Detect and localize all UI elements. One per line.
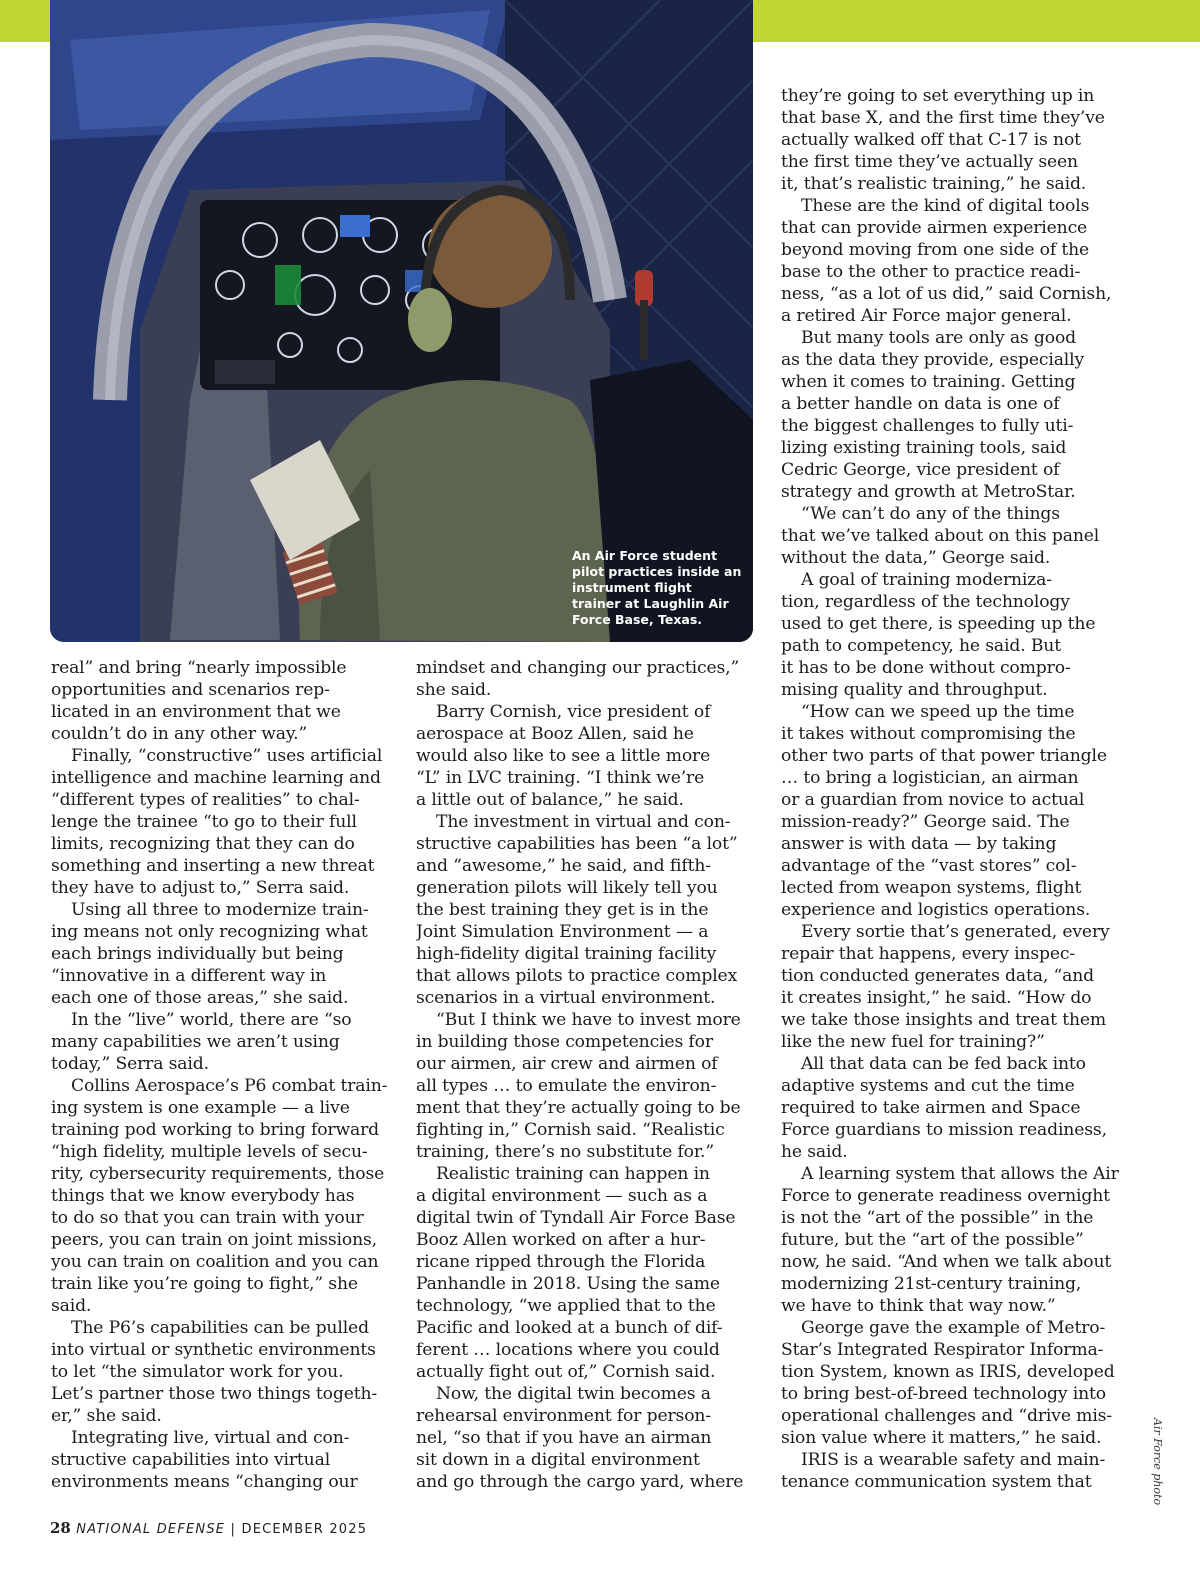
text-line: tion conducted generates data, “and: [781, 966, 1094, 986]
article-column-2: [416, 657, 743, 1493]
cockpit-photo: [50, 0, 753, 642]
text-line: A learning system that allows the Air: [801, 1164, 1119, 1184]
text-line: IRIS is a wearable safety and main-: [801, 1450, 1106, 1470]
article-column-1: [51, 657, 387, 1493]
text-line: that allows pilots to practice complex: [416, 966, 738, 986]
text-line: Star’s Integrated Respirator Informa-: [781, 1340, 1104, 1360]
text-line: technology, “we applied that to the: [416, 1296, 716, 1316]
photo-caption: An Air Force student pilot practices inside an instrument flight trainer at Laughlin Air Force Base, Texas.: [572, 548, 742, 627]
text-line: the first time they’ve actually seen: [781, 152, 1078, 172]
text-line: things that we know everybody has: [51, 1186, 355, 1206]
text-line: when it comes to training. Getting: [781, 372, 1076, 392]
text-line: they’re going to set everything up in: [781, 86, 1095, 106]
text-line: ness, “as a lot of us did,” said Cornish,: [781, 284, 1112, 304]
text-line: she said.: [416, 680, 492, 700]
text-line: a retired Air Force major general.: [781, 306, 1072, 326]
text-line: training, there’s no substitute for.”: [416, 1142, 714, 1162]
text-line: er,” she said.: [51, 1406, 162, 1426]
text-line: nel, “so that if you have an airman: [416, 1428, 712, 1448]
text-line: that we’ve talked about on this panel: [781, 526, 1100, 546]
text-line: answer is with data — by taking: [781, 834, 1057, 854]
text-line: to let “the simulator work for you.: [51, 1362, 344, 1382]
issue-date: DECEMBER 2025: [241, 1522, 368, 1537]
text-line: they have to adjust to,” Serra said.: [51, 878, 350, 898]
text-line: actually walked off that C-17 is not: [781, 130, 1081, 150]
text-line: sit down in a digital environment: [416, 1450, 700, 1470]
text-line: scenarios in a virtual environment.: [416, 988, 716, 1008]
text-line: ment that they’re actually going to be: [416, 1098, 741, 1118]
page-footer: [50, 1519, 367, 1537]
text-line: limits, recognizing that they can do: [51, 834, 355, 854]
text-line: “innovative in a different way in: [51, 966, 327, 986]
text-line: like the new fuel for training?”: [781, 1032, 1045, 1052]
text-line: … to bring a logistician, an airman: [781, 768, 1079, 788]
text-line: it creates insight,” he said. “How do: [781, 988, 1092, 1008]
text-line: Barry Cornish, vice president of: [436, 702, 711, 722]
text-line: all types … to emulate the environ-: [416, 1076, 717, 1096]
text-line: fighting in,” Cornish said. “Realistic: [416, 1120, 725, 1140]
text-line: Panhandle in 2018. Using the same: [416, 1274, 720, 1294]
text-line: “How can we speed up the time: [801, 702, 1075, 722]
text-line: Booz Allen worked on after a hur-: [416, 1230, 706, 1250]
text-line: environments means “changing our: [51, 1472, 358, 1492]
text-line: opportunities and scenarios rep-: [51, 680, 330, 700]
text-line: aerospace at Booz Allen, said he: [416, 724, 694, 744]
text-line: a digital environment — such as a: [416, 1186, 708, 1206]
text-line: George gave the example of Metro-: [801, 1318, 1106, 1338]
text-line: Let’s partner those two things togeth-: [51, 1384, 378, 1404]
text-line: into virtual or synthetic environments: [51, 1340, 376, 1360]
text-line: each one of those areas,” she said.: [51, 988, 349, 1008]
text-line: couldn’t do in any other way.”: [51, 724, 308, 744]
text-line: A goal of training moderniza-: [801, 570, 1052, 590]
article-column-3: [781, 85, 1119, 1493]
text-line: sion value where it matters,” he said.: [781, 1428, 1102, 1448]
text-line: “different types of realities” to chal-: [51, 790, 360, 810]
text-line: All that data can be fed back into: [801, 1054, 1086, 1074]
text-line: ing means not only recognizing what: [51, 922, 368, 942]
text-line: digital twin of Tyndall Air Force Base: [416, 1208, 736, 1228]
text-line: a better handle on data is one of: [781, 394, 1060, 414]
text-line: base to the other to practice readi-: [781, 262, 1081, 282]
text-line: path to competency, he said. But: [781, 636, 1061, 656]
text-line: ricane ripped through the Florida: [416, 1252, 706, 1272]
text-line: structive capabilities into virtual: [51, 1450, 331, 1470]
text-line: to do so that you can train with your: [51, 1208, 364, 1228]
text-line: “L” in LVC training. “I think we’re: [416, 768, 705, 788]
text-line: other two parts of that power triangle: [781, 746, 1107, 766]
text-line: many capabilities we aren’t using: [51, 1032, 340, 1052]
text-line: beyond moving from one side of the: [781, 240, 1090, 260]
text-line: actually fight out of,” Cornish said.: [416, 1362, 716, 1382]
text-line: lizing existing training tools, said: [781, 438, 1067, 458]
text-line: lected from weapon systems, flight: [781, 878, 1082, 898]
text-line: adaptive systems and cut the time: [781, 1076, 1075, 1096]
text-line: as the data they provide, especially: [781, 350, 1085, 370]
text-line: tenance communication system that: [781, 1472, 1092, 1492]
text-line: advantage of the “vast stores” col-: [781, 856, 1077, 876]
text-line: the biggest challenges to fully uti-: [781, 416, 1074, 436]
text-line: “high fidelity, multiple levels of secu-: [51, 1142, 368, 1162]
text-line: future, but the “art of the possible”: [781, 1230, 1084, 1250]
text-line: structive capabilities has been “a lot”: [416, 834, 738, 854]
text-line: it has to be done without compro-: [781, 658, 1071, 678]
text-line: Cedric George, vice president of: [781, 460, 1060, 480]
text-line: our airmen, air crew and airmen of: [416, 1054, 718, 1074]
text-line: today,” Serra said.: [51, 1054, 209, 1074]
text-line: The P6’s capabilities can be pulled: [71, 1318, 369, 1338]
text-line: “But I think we have to invest more: [436, 1010, 741, 1030]
text-line: and “awesome,” he said, and fifth-: [416, 856, 711, 876]
text-line: mindset and changing our practices,”: [416, 658, 740, 678]
text-line: Joint Simulation Environment — a: [416, 922, 709, 942]
text-line: without the data,” George said.: [781, 548, 1051, 568]
text-line: you can train on coalition and you can: [51, 1252, 379, 1272]
text-line: repair that happens, every inspec-: [781, 944, 1076, 964]
text-line: something and inserting a new threat: [51, 856, 375, 876]
text-line: generation pilots will likely tell you: [416, 878, 718, 898]
text-line: would also like to see a little more: [416, 746, 711, 766]
text-line: lenge the trainee “to go to their full: [51, 812, 357, 832]
text-line: Integrating live, virtual and con-: [71, 1428, 350, 1448]
text-line: Collins Aerospace’s P6 combat train-: [71, 1076, 388, 1096]
text-line: operational challenges and “drive mis-: [781, 1406, 1113, 1426]
text-line: to bring best-of-breed technology into: [781, 1384, 1106, 1404]
text-line: rehearsal environment for person-: [416, 1406, 711, 1426]
text-line: peers, you can train on joint missions,: [51, 1230, 377, 1250]
text-line: Realistic training can happen in: [436, 1164, 710, 1184]
text-line: tion, regardless of the technology: [781, 592, 1070, 612]
text-line: it takes without compromising the: [781, 724, 1076, 744]
text-line: the best training they get is in the: [416, 900, 709, 920]
text-line: that base X, and the first time they’ve: [781, 108, 1105, 128]
text-line: In the “live” world, there are “so: [71, 1010, 352, 1030]
text-line: But many tools are only as good: [801, 328, 1077, 348]
text-line: required to take airmen and Space: [781, 1098, 1081, 1118]
text-line: Using all three to modernize train-: [71, 900, 369, 920]
text-line: real” and bring “nearly impossible: [51, 658, 347, 678]
text-line: ing system is one example — a live: [51, 1098, 350, 1118]
text-line: high-fidelity digital training facility: [416, 944, 717, 964]
text-line: train like you’re going to fight,” she: [51, 1274, 358, 1294]
cockpit-illustration: [50, 0, 753, 642]
page-number: 28: [50, 1519, 71, 1537]
text-line: training pod working to bring forward: [51, 1120, 380, 1140]
magazine-name: NATIONAL DEFENSE: [76, 1522, 226, 1537]
text-line: “We can’t do any of the things: [801, 504, 1060, 524]
text-line: modernizing 21st-century training,: [781, 1274, 1082, 1294]
text-line: Every sortie that’s generated, every: [801, 922, 1110, 942]
text-line: used to get there, is speeding up the: [781, 614, 1096, 634]
text-line: mission-ready?” George said. The: [781, 812, 1070, 832]
text-line: Now, the digital twin becomes a: [436, 1384, 711, 1404]
text-line: rity, cybersecurity requirements, those: [51, 1164, 385, 1184]
text-line: licated in an environment that we: [51, 702, 341, 722]
text-line: said.: [51, 1296, 92, 1316]
text-line: Pacific and looked at a bunch of dif-: [416, 1318, 723, 1338]
text-line: in building those competencies for: [416, 1032, 713, 1052]
text-line: now, he said. “And when we talk about: [781, 1252, 1112, 1272]
text-line: The investment in virtual and con-: [436, 812, 731, 832]
text-line: and go through the cargo yard, where: [416, 1472, 744, 1492]
text-line: or a guardian from novice to actual: [781, 790, 1085, 810]
text-line: strategy and growth at MetroStar.: [781, 482, 1076, 502]
text-line: experience and logistics operations.: [781, 900, 1091, 920]
text-line: intelligence and machine learning and: [51, 768, 381, 788]
text-line: Force guardians to mission readiness,: [781, 1120, 1107, 1140]
text-line: he said.: [781, 1142, 848, 1162]
text-line: mising quality and throughput.: [781, 680, 1048, 700]
text-line: each brings individually but being: [51, 944, 344, 964]
footer-separator: |: [230, 1522, 237, 1537]
text-line: we have to think that way now.”: [781, 1296, 1056, 1316]
text-line: Force to generate readiness overnight: [781, 1186, 1110, 1206]
text-line: that can provide airmen experience: [781, 218, 1088, 238]
text-line: a little out of balance,” he said.: [416, 790, 684, 810]
text-line: These are the kind of digital tools: [801, 196, 1090, 216]
text-line: ferent … locations where you could: [416, 1340, 720, 1360]
text-line: we take those insights and treat them: [781, 1010, 1107, 1030]
text-line: it, that’s realistic training,” he said.: [781, 174, 1087, 194]
text-line: is not the “art of the possible” in the: [781, 1208, 1094, 1228]
text-line: Finally, “constructive” uses artificial: [71, 746, 383, 766]
text-line: tion System, known as IRIS, developed: [781, 1362, 1115, 1382]
photo-credit: Air Force photo: [1151, 1418, 1164, 1506]
